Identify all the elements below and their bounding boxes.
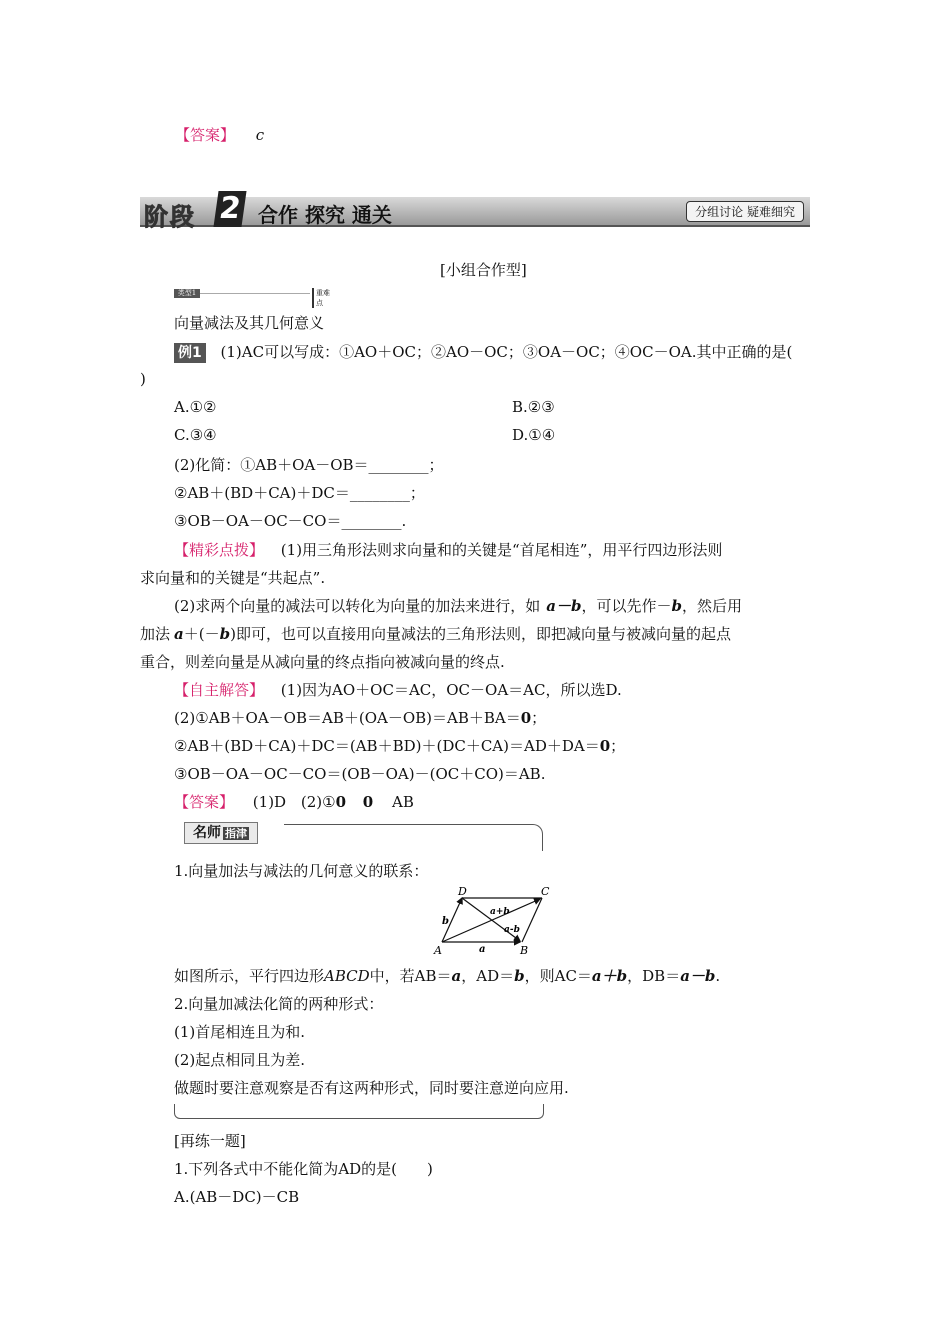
tips-p1-text: (1)用三角形法则求向量和的关键是“首尾相连”，用平行四边形法则 <box>280 541 723 559</box>
tips-line-1 <box>174 539 722 560</box>
teacher-tab-key: 指津 <box>225 827 247 840</box>
teacher-math: b <box>514 967 525 985</box>
answer-value: (2)① <box>300 793 336 811</box>
point-d-label: D <box>458 885 467 898</box>
tips-math: b <box>219 625 231 643</box>
example-q1-end: ) <box>140 370 146 388</box>
teacher-box-header <box>174 822 542 850</box>
practice-option-a: A.(AB－DC)－CB <box>174 1188 300 1206</box>
teacher-heading-2: 2.向量加减法化简的两种形式： <box>174 995 384 1013</box>
answer-value: (1)D <box>252 793 287 811</box>
stage-number: 2 <box>213 191 246 227</box>
teacher-tab-text: 名师 <box>193 825 221 841</box>
solution-text: (2)①AB＋OA－OB＝AB＋(OA－OB)＝AB＋BA＝ <box>174 709 521 727</box>
solution-text: (1)因为AO＋OC＝AC，OC－OA＝AC，所以选D. <box>280 681 622 699</box>
top-answer <box>175 124 264 145</box>
stage-banner <box>140 191 810 231</box>
example-q2-line-3: ③OB－OA－OC－CO＝________. <box>174 512 407 530</box>
answer-value: 0 <box>335 793 346 811</box>
teacher-note: 做题时要注意观察是否有这两种形式，同时要注意逆向应用. <box>174 1079 569 1097</box>
teacher-math: a <box>451 967 462 985</box>
teacher-tab <box>184 822 258 844</box>
answer-value: 0 <box>362 793 374 811</box>
teacher-text: ，DB＝ <box>627 967 681 985</box>
solution-line-2 <box>174 707 546 728</box>
tips-line-3 <box>174 595 742 616</box>
example-q2-line-2: ②AB＋(BD＋CA)＋DC＝________； <box>174 484 425 502</box>
stage-label: 阶段 <box>144 203 196 231</box>
solution-line-4: ③OB－OA－OC－CO＝(OB－OA)－(OC＋CO)＝AB. <box>174 765 546 783</box>
topic-title: 向量减法及其几何意义 <box>174 314 325 332</box>
teacher-text: ，AD＝ <box>461 967 515 985</box>
stage-title: 合作 探究 通关 <box>258 203 392 227</box>
type-badge-left: 类型1 <box>174 289 200 298</box>
teacher-step-2: (2)起点相同且为差. <box>174 1051 306 1069</box>
option-c: C.③④ <box>174 426 217 444</box>
solution-text: ②AB＋(BD＋CA)＋DC＝(AB＋BD)＋(DC＋CA)＝AD＋DA＝ <box>174 737 600 755</box>
tips-text: ＋(－ <box>183 625 220 643</box>
point-c-label: C <box>541 885 550 898</box>
answer-value: c <box>255 126 265 144</box>
type-badge-line <box>200 293 310 294</box>
zero-vector: 0 <box>599 737 611 755</box>
teacher-text: ，则AC＝ <box>524 967 592 985</box>
answer-value: AB <box>392 793 414 811</box>
answer-label: 【答案】 <box>174 793 235 811</box>
tips-text: 加法 <box>140 625 171 643</box>
solution-text: ； <box>531 709 547 727</box>
stage-tag: 分组讨论 疑难细究 <box>686 201 804 222</box>
tips-line-2: 求向量和的关键是“共起点”. <box>140 569 326 587</box>
answer-line <box>174 791 414 812</box>
example-badge: 例1 <box>174 343 206 363</box>
teacher-heading-1: 1.向量加法与减法的几何意义的联系： <box>174 862 429 880</box>
tips-text: (2)求两个向量的减法可以转化为向量的加法来进行，如 <box>174 597 541 615</box>
edge-bc <box>522 898 542 942</box>
point-b-label: B <box>520 944 529 956</box>
tips-line-5: 重合，则差向量是从减向量的终点指向被减向量的终点. <box>140 653 505 671</box>
teacher-math: ABCD <box>324 967 370 985</box>
type-badge-right: 重难点 <box>312 288 334 308</box>
label-diff: a-b <box>504 925 520 935</box>
tips-math: a <box>174 625 184 643</box>
example-line-1 <box>174 341 792 363</box>
teacher-text: 中，若AB＝ <box>369 967 452 985</box>
teacher-box-frame <box>284 824 543 851</box>
tips-text: ，然后用 <box>681 597 742 615</box>
option-b: B.②③ <box>512 398 555 416</box>
label-b: b <box>442 916 449 927</box>
solution-line-3 <box>174 735 625 756</box>
example-q2-line-1: (2)化简：①AB＋OA－OB＝________； <box>174 456 444 474</box>
zero-vector: 0 <box>520 709 532 727</box>
label-a: a <box>479 944 486 955</box>
option-a: A.①② <box>174 398 217 416</box>
tips-text: ，可以先作－ <box>581 597 672 615</box>
teacher-description <box>174 965 720 986</box>
tips-label: 【精彩点拨】 <box>174 541 265 559</box>
tips-math: b <box>671 597 682 615</box>
teacher-step-1: (1)首尾相连且为和. <box>174 1023 306 1041</box>
section-title: [小组合作型] <box>440 261 527 279</box>
parallelogram-figure <box>432 884 554 956</box>
tips-math: a－b <box>546 597 582 615</box>
tips-text: )即可，也可以直接用向量减法的三角形法则，即把减向量与被减向量的起点 <box>230 625 731 643</box>
answer-label: 【答案】 <box>175 126 236 144</box>
teacher-box-footer <box>174 1104 544 1119</box>
teacher-math: a＋b <box>591 967 628 985</box>
teacher-math: a－b <box>680 967 716 985</box>
teacher-text: . <box>715 967 721 985</box>
solution-text: ； <box>610 737 626 755</box>
label-sum: a+b <box>490 907 510 917</box>
example-q1: (1)AC可以写成：①AO＋OC；②AO－OC；③OA－OC；④OC－OA.其中正确的是( <box>220 343 793 361</box>
practice-title: [再练一题] <box>174 1132 246 1150</box>
practice-question-1: 1.下列各式中不能化简为AD的是( ) <box>174 1160 433 1178</box>
teacher-text: 如图所示，平行四边形 <box>174 967 325 985</box>
tips-line-4 <box>140 623 731 644</box>
solution-label: 【自主解答】 <box>174 681 265 699</box>
type-badge <box>174 289 334 307</box>
solution-line-1 <box>174 679 622 700</box>
point-a-label: A <box>434 944 442 956</box>
option-d: D.①④ <box>512 426 556 444</box>
